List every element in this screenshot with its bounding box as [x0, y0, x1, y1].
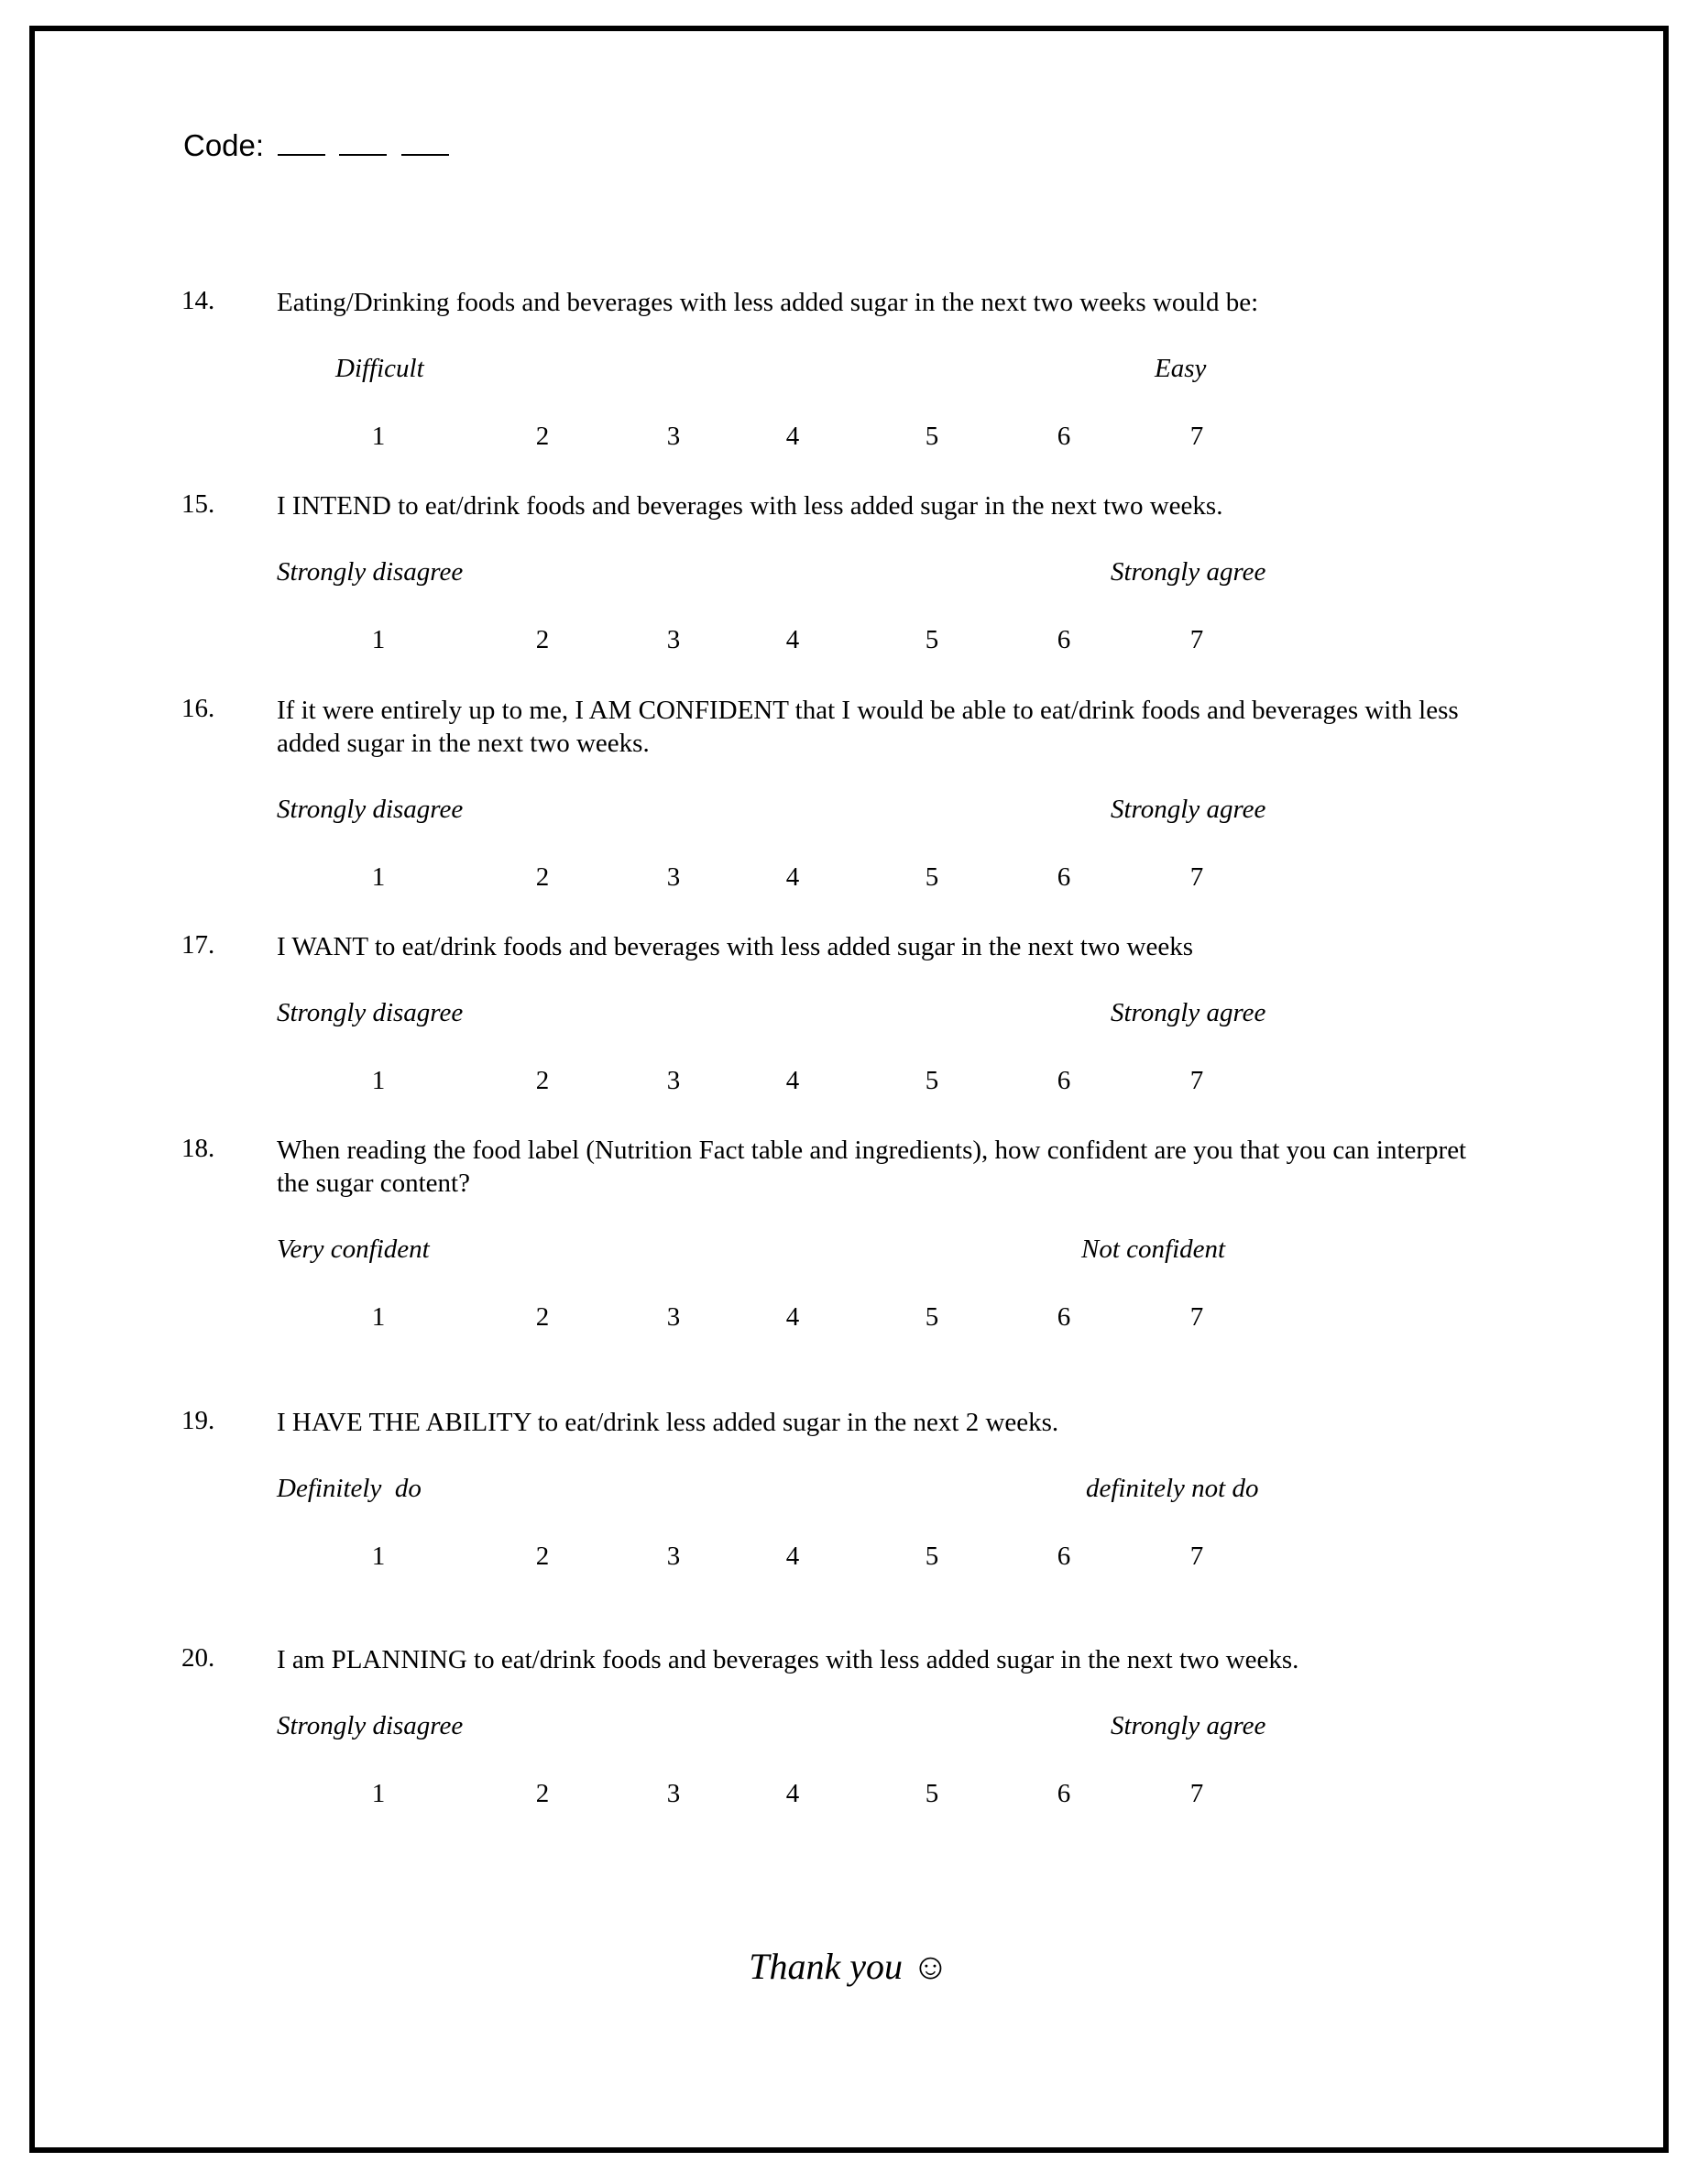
question-text: When reading the food label (Nutrition Fact table and ingredients), how confident are you that you can interpret the sugar content? — [277, 1136, 1467, 1198]
scale-option-6[interactable]: 6 — [1057, 1066, 1071, 1095]
scale-option-1[interactable]: 1 — [371, 1302, 386, 1332]
scale-option-4[interactable]: 4 — [785, 862, 800, 892]
scale-option-2[interactable]: 2 — [535, 1066, 550, 1095]
scale-option-4[interactable]: 4 — [785, 1302, 800, 1332]
code-field — [183, 128, 449, 163]
scale-right-anchor: Strongly agree — [1111, 998, 1266, 1027]
scale-option-5[interactable]: 5 — [925, 1302, 939, 1332]
scale-option-3[interactable]: 3 — [666, 1066, 681, 1095]
question-text: Eating/Drinking foods and beverages with less added sugar in the next two weeks would be: — [277, 288, 1259, 317]
scale-option-2[interactable]: 2 — [535, 862, 550, 892]
scale-option-6[interactable]: 6 — [1057, 1779, 1071, 1808]
scale-option-1[interactable]: 1 — [371, 625, 386, 654]
scale-option-4[interactable]: 4 — [785, 1779, 800, 1808]
scale-option-2[interactable]: 2 — [535, 1302, 550, 1332]
question-text: I WANT to eat/drink foods and beverages with less added sugar in the next two weeks — [277, 932, 1193, 961]
scale-right-anchor: Strongly agree — [1111, 795, 1266, 824]
scale-option-7[interactable]: 7 — [1189, 1066, 1204, 1095]
scale-option-7[interactable]: 7 — [1189, 625, 1204, 654]
scale-option-5[interactable]: 5 — [925, 625, 939, 654]
thank-you-message: Thank you ☺ — [749, 1946, 949, 1987]
scale-option-3[interactable]: 3 — [666, 1779, 681, 1808]
question-text: I am PLANNING to eat/drink foods and beverages with less added sugar in the next two weeks. — [277, 1645, 1299, 1674]
question-text: If it were entirely up to me, I AM CONFIDENT that I would be able to eat/drink foods and beverages with less added sugar in the next two weeks. — [277, 696, 1459, 758]
scale-option-3[interactable]: 3 — [666, 422, 681, 451]
scale-option-1[interactable]: 1 — [371, 1542, 386, 1571]
question-number: 17. — [181, 930, 215, 960]
scale-option-3[interactable]: 3 — [666, 862, 681, 892]
code-label: Code: — [183, 128, 265, 162]
scale-option-7[interactable]: 7 — [1189, 1302, 1204, 1332]
scale-left-anchor: Strongly disagree — [277, 1711, 464, 1740]
scale-right-anchor: Strongly agree — [1111, 1711, 1266, 1740]
scale-option-7[interactable]: 7 — [1189, 1542, 1204, 1571]
scale-option-3[interactable]: 3 — [666, 1302, 681, 1332]
scale-option-5[interactable]: 5 — [925, 1779, 939, 1808]
scale-option-7[interactable]: 7 — [1189, 422, 1204, 451]
scale-left-anchor: Strongly disagree — [277, 557, 464, 587]
scale-option-6[interactable]: 6 — [1057, 1302, 1071, 1332]
question-number: 19. — [181, 1406, 215, 1435]
page-border — [29, 26, 1669, 2153]
scale-option-5[interactable]: 5 — [925, 1066, 939, 1095]
scale-option-1[interactable]: 1 — [371, 1779, 386, 1808]
scale-left-anchor: Definitely do — [277, 1474, 422, 1503]
question-text: I HAVE THE ABILITY to eat/drink less added sugar in the next 2 weeks. — [277, 1408, 1059, 1437]
scale-option-5[interactable]: 5 — [925, 1542, 939, 1571]
question-number: 18. — [181, 1134, 215, 1163]
scale-left-anchor: Very confident — [277, 1235, 430, 1264]
scale-option-4[interactable]: 4 — [785, 625, 800, 654]
scale-right-anchor: Not confident — [1081, 1235, 1226, 1264]
question-number: 14. — [181, 286, 215, 315]
code-blank-3[interactable] — [401, 134, 449, 156]
question-text: I INTEND to eat/drink foods and beverages with less added sugar in the next two weeks. — [277, 491, 1223, 521]
question-number: 20. — [181, 1643, 215, 1673]
scale-left-anchor: Strongly disagree — [277, 998, 464, 1027]
scale-option-6[interactable]: 6 — [1057, 862, 1071, 892]
question-number: 16. — [181, 694, 215, 723]
scale-option-2[interactable]: 2 — [535, 1779, 550, 1808]
scale-option-7[interactable]: 7 — [1189, 862, 1204, 892]
scale-right-anchor: definitely not do — [1086, 1474, 1259, 1503]
scale-right-anchor: Strongly agree — [1111, 557, 1266, 587]
scale-option-6[interactable]: 6 — [1057, 422, 1071, 451]
scale-option-3[interactable]: 3 — [666, 1542, 681, 1571]
scale-option-6[interactable]: 6 — [1057, 1542, 1071, 1571]
code-blank-2[interactable] — [339, 134, 387, 156]
code-blank-1[interactable] — [278, 134, 325, 156]
question-number: 15. — [181, 489, 215, 519]
scale-option-5[interactable]: 5 — [925, 422, 939, 451]
scale-left-anchor: Strongly disagree — [277, 795, 464, 824]
scale-option-2[interactable]: 2 — [535, 422, 550, 451]
scale-option-2[interactable]: 2 — [535, 1542, 550, 1571]
scale-option-1[interactable]: 1 — [371, 862, 386, 892]
scale-option-4[interactable]: 4 — [785, 1542, 800, 1571]
scale-option-1[interactable]: 1 — [371, 1066, 386, 1095]
scale-option-2[interactable]: 2 — [535, 625, 550, 654]
scale-option-5[interactable]: 5 — [925, 862, 939, 892]
scale-option-3[interactable]: 3 — [666, 625, 681, 654]
scale-option-4[interactable]: 4 — [785, 1066, 800, 1095]
scale-option-7[interactable]: 7 — [1189, 1779, 1204, 1808]
scale-option-6[interactable]: 6 — [1057, 625, 1071, 654]
scale-left-anchor: Difficult — [335, 354, 424, 383]
scale-option-4[interactable]: 4 — [785, 422, 800, 451]
scale-option-1[interactable]: 1 — [371, 422, 386, 451]
scale-right-anchor: Easy — [1155, 354, 1207, 383]
